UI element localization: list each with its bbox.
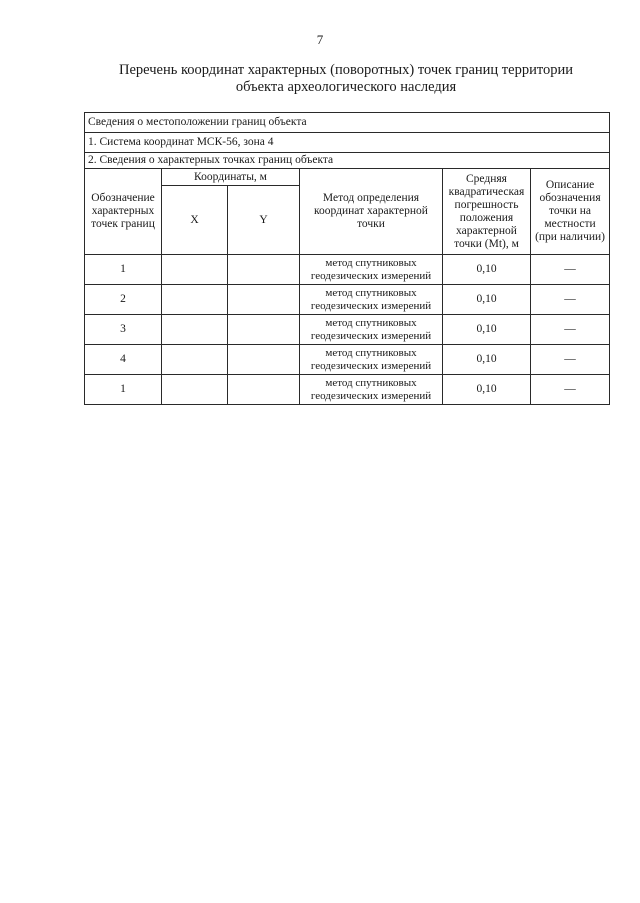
column-header-error: Средняя квадратическая погрешность положения характерной точки (Mt), м <box>443 169 531 255</box>
column-header-y: Y <box>228 186 300 255</box>
coordinate-y <box>228 375 300 405</box>
error-cell: 0,10 <box>443 345 531 375</box>
point-designation: 2 <box>85 285 162 315</box>
coordinate-x <box>162 345 228 375</box>
coordinate-x <box>162 255 228 285</box>
point-designation: 3 <box>85 315 162 345</box>
method-cell: метод спутниковых геодезических измерений <box>300 285 443 315</box>
page-number: 7 <box>316 32 324 47</box>
column-header-designation: Обозначение характерных точек границ <box>85 169 162 255</box>
coordinate-system: 1. Система координат МСК-56, зона 4 <box>85 133 610 153</box>
section-header: Сведения о местоположении границ объекта <box>85 113 610 133</box>
error-cell: 0,10 <box>443 285 531 315</box>
description-cell: — <box>531 375 610 405</box>
method-cell: метод спутниковых геодезических измерений <box>300 375 443 405</box>
table-row <box>85 375 610 405</box>
coordinate-y <box>228 315 300 345</box>
coordinate-x <box>162 375 228 405</box>
points-header: 2. Сведения о характерных точках границ объекта <box>85 153 610 169</box>
coordinate-y <box>228 345 300 375</box>
error-cell: 0,10 <box>443 315 531 345</box>
method-cell: метод спутниковых геодезических измерений <box>300 345 443 375</box>
coordinate-x <box>162 315 228 345</box>
column-header-x: X <box>162 186 228 255</box>
coordinate-y <box>228 285 300 315</box>
table-row <box>85 285 610 315</box>
column-header-method: Метод определения координат характерной точки <box>300 169 443 255</box>
point-designation: 1 <box>85 255 162 285</box>
table-row <box>85 255 610 285</box>
title-line-1: Перечень координат характерных (поворотных) точек границ территории <box>118 62 574 78</box>
table-row <box>85 315 610 345</box>
description-cell: — <box>531 345 610 375</box>
title-line-2: объекта археологического наследия <box>235 79 457 95</box>
method-cell: метод спутниковых геодезических измерений <box>300 255 443 285</box>
point-designation: 4 <box>85 345 162 375</box>
document-title <box>96 62 596 96</box>
coordinate-y <box>228 255 300 285</box>
coordinates-table <box>84 112 610 405</box>
description-cell: — <box>531 315 610 345</box>
point-designation: 1 <box>85 375 162 405</box>
column-header-description: Описание обозначения точки на местности (при наличии) <box>531 169 610 255</box>
column-header-coordinates: Координаты, м <box>162 169 300 186</box>
error-cell: 0,10 <box>443 375 531 405</box>
error-cell: 0,10 <box>443 255 531 285</box>
method-cell: метод спутниковых геодезических измерений <box>300 315 443 345</box>
table-row <box>85 345 610 375</box>
coordinate-x <box>162 285 228 315</box>
description-cell: — <box>531 255 610 285</box>
description-cell: — <box>531 285 610 315</box>
